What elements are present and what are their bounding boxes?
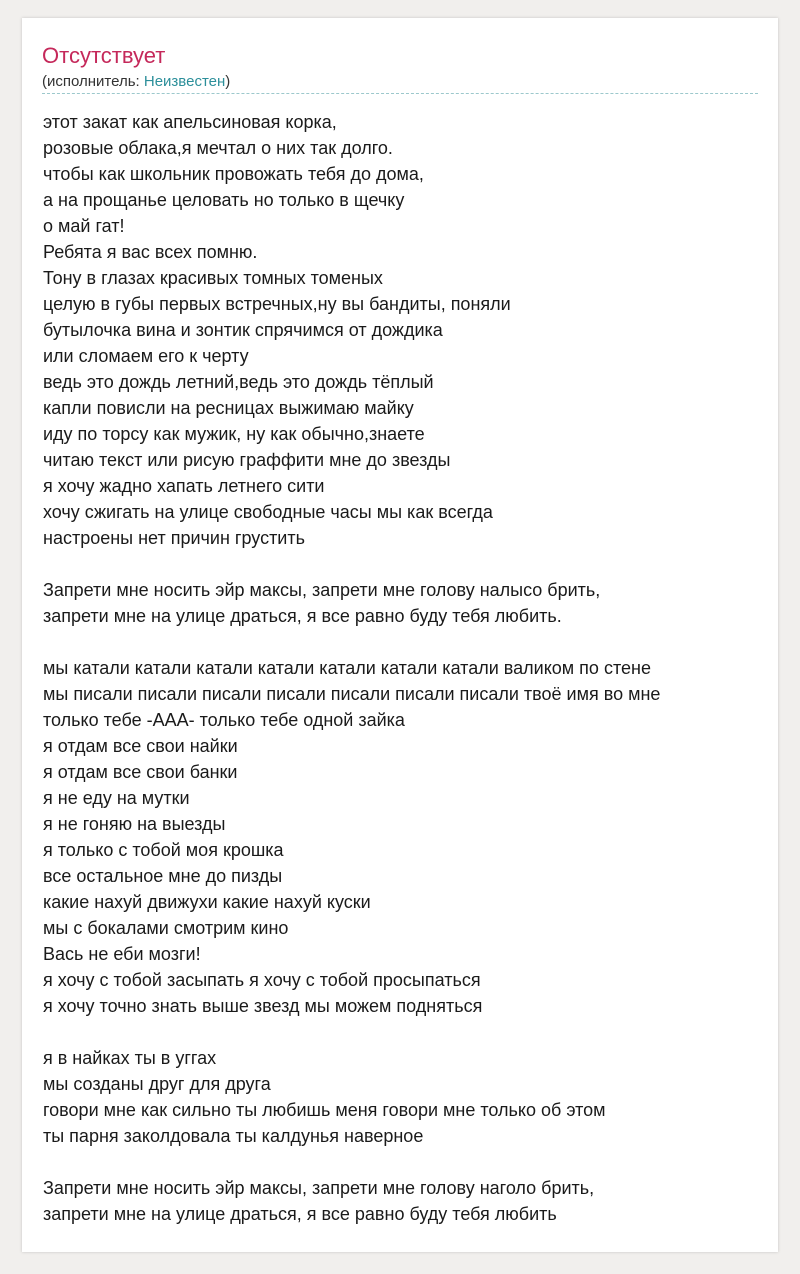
lyric-line: а на прощанье целовать но только в щечку [43, 190, 405, 210]
stanza-break [43, 629, 763, 655]
lyric-line: настроены нет причин грустить [43, 528, 305, 548]
lyric-line: ты парня заколдовала ты калдунья наверное [43, 1126, 424, 1146]
lyric-line: я хочу точно знать выше звезд мы можем подняться [43, 996, 483, 1016]
lyric-line: все остальное мне до пизды [43, 866, 283, 886]
lyric-line: говори мне как сильно ты любишь меня говори мне только об этом [43, 1100, 606, 1120]
lyric-line: запрети мне на улице драться, я все равно буду тебя любить. [43, 606, 562, 626]
lyric-line: читаю текст или рисую граффити мне до звезды [43, 450, 451, 470]
lyric-line: Вась не еби мозги! [43, 944, 201, 964]
lyric-line: иду по торсу как мужик, ну как обычно,знаете [43, 424, 425, 444]
lyric-line: Ребята я вас всех помню. [43, 242, 258, 262]
lyric-line: Запрети мне носить эйр максы, запрети мне голову налысо брить, [43, 580, 601, 600]
lyric-line: Тону в глазах красивых томных томеных [43, 268, 383, 288]
lyric-line: хочу сжигать на улице свободные часы мы как всегда [43, 502, 493, 522]
artist-prefix: (исполнитель: [42, 73, 144, 90]
lyric-line: я отдам все свои найки [43, 736, 238, 756]
artist-suffix: ) [225, 73, 231, 90]
artist-line [42, 73, 230, 91]
artist-link[interactable]: Неизвестен [143, 73, 226, 90]
lyric-line: мы созданы друг для друга [43, 1074, 271, 1094]
song-title: Отсутствует [42, 43, 166, 68]
lyric-line: о май гат! [43, 216, 125, 236]
lyric-line: я отдам все свои банки [43, 762, 238, 782]
lyric-line: мы катали катали катали катали катали катали катали валиком по стене [43, 658, 651, 678]
lyric-line: капли повисли на ресницах выжимаю майку [43, 398, 414, 418]
lyric-line: целую в губы первых встречных,ну вы бандиты, поняли [43, 294, 511, 314]
stanza-break [43, 1149, 763, 1175]
lyric-line: бутылочка вина и зонтик спрячимся от дождика [43, 320, 443, 340]
lyric-line: я не гоняю на выезды [43, 814, 226, 834]
lyric-line: я не еду на мутки [43, 788, 190, 808]
lyric-line: я в найках ты в уггах [43, 1048, 217, 1068]
lyric-line: я хочу с тобой засыпать я хочу с тобой просыпаться [43, 970, 481, 990]
lyric-line: или сломаем его к черту [43, 346, 249, 366]
lyrics-text [43, 109, 763, 1227]
lyric-line: запрети мне на улице драться, я все равно буду тебя любить [43, 1204, 557, 1224]
lyric-line: я только с тобой моя крошка [43, 840, 284, 860]
lyric-line: этот закат как апельсиновая корка, [43, 112, 337, 132]
title-divider [42, 93, 758, 94]
lyric-line: какие нахуй движухи какие нахуй куски [43, 892, 371, 912]
lyric-line: чтобы как школьник провожать тебя до дома, [43, 164, 424, 184]
lyric-line: я хочу жадно хапать летнего сити [43, 476, 325, 496]
lyric-line: мы писали писали писали писали писали писали писали твоё имя во мне [43, 684, 661, 704]
lyric-line: розовые облака,я мечтал о них так долго. [43, 138, 393, 158]
lyric-line: мы с бокалами смотрим кино [43, 918, 289, 938]
lyric-line: ведь это дождь летний,ведь это дождь тёплый [43, 372, 434, 392]
lyric-line: только тебе -ААА- только тебе одной зайка [43, 710, 405, 730]
stanza-break [43, 551, 763, 577]
lyrics-card [22, 18, 778, 1252]
stanza-break [43, 1019, 763, 1045]
lyric-line: Запрети мне носить эйр максы, запрети мне голову наголо брить, [43, 1178, 595, 1198]
